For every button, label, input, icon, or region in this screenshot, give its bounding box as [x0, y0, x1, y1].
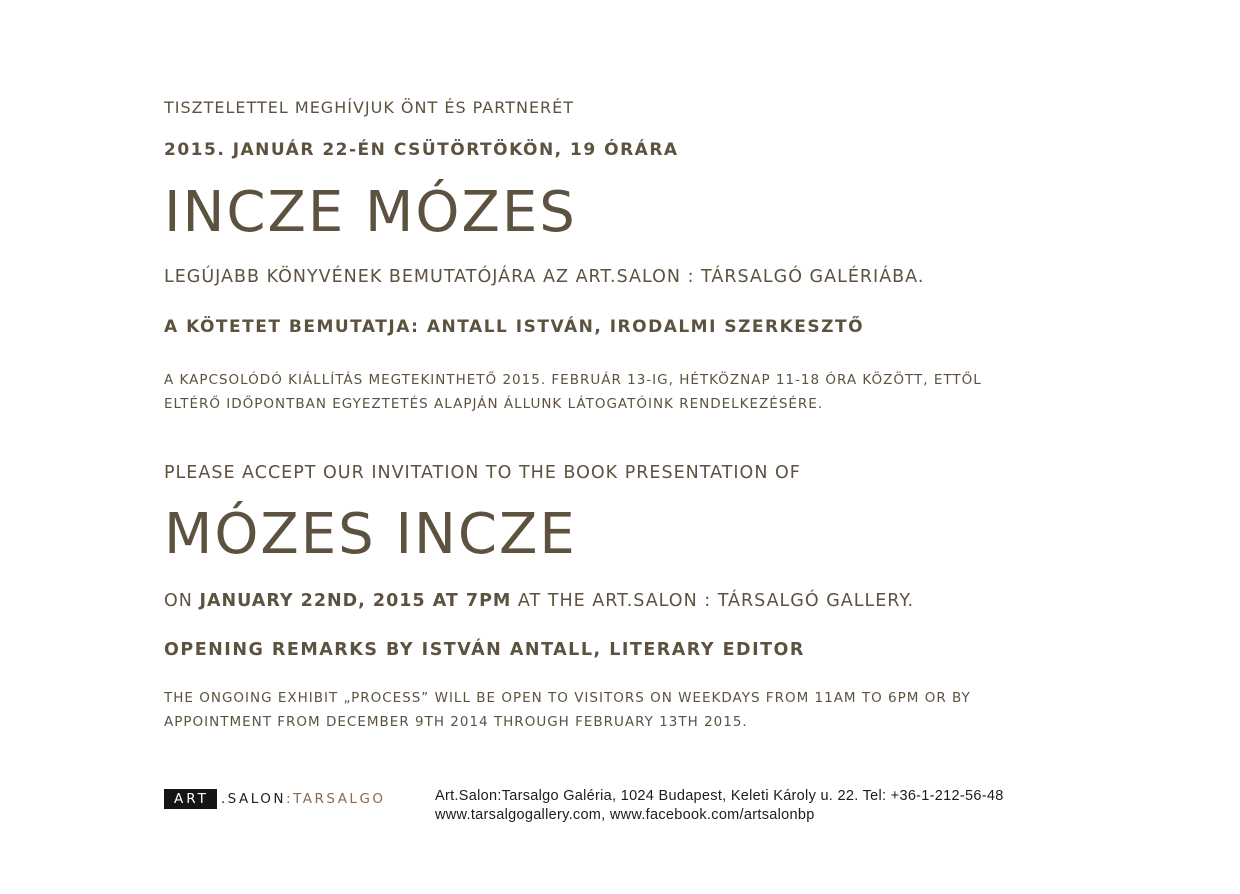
en-event-date-line [164, 591, 914, 611]
gallery-contact-info [435, 787, 1004, 825]
logo-tarsalgo-text: :TARSALGO [286, 791, 386, 807]
gallery-address: Art.Salon:Tarsalgo Galéria, 1024 Budapest, Keleti Károly u. 22. Tel: +36-1-212-56-48 [435, 788, 1004, 804]
hu-author-name: INCZE MÓZES [164, 180, 577, 245]
gallery-logo [164, 789, 386, 809]
hu-invitation-intro: TISZTELETTEL MEGHÍVJUK ÖNT ÉS PARTNERÉT [164, 98, 575, 117]
gallery-links[interactable]: www.tarsalgogallery.com, www.facebook.com/artsalonbp [435, 807, 815, 823]
hu-exhibit-note [164, 368, 1124, 416]
hu-exhibit-line-2: ELTÉRŐ IDŐPONTBAN EGYEZTETÉS ALAPJÁN ÁLLUNK LÁTOGATÓINK RENDELKEZÉSÉRE. [164, 396, 824, 412]
en-author-name: MÓZES INCZE [164, 502, 577, 567]
hu-presenter-line: A KÖTETET BEMUTATJA: ANTALL ISTVÁN, IRODALMI SZERKESZTŐ [164, 317, 865, 337]
hu-event-date: 2015. JANUÁR 22-ÉN CSÜTÖRTÖKÖN, 19 ÓRÁRA [164, 140, 679, 160]
logo-art-block: ART [164, 789, 217, 809]
en-opening-remarks: OPENING REMARKS BY ISTVÁN ANTALL, LITERARY EDITOR [164, 640, 805, 660]
en-exhibit-note [164, 686, 1124, 734]
en-date-suffix: AT THE ART.SALON : TÁRSALGÓ GALLERY. [511, 591, 915, 611]
hu-exhibit-line-1: A KAPCSOLÓDÓ KIÁLLÍTÁS MEGTEKINTHETŐ 2015. FEBRUÁR 13-IG, HÉTKÖZNAP 11-18 ÓRA KÖZÖTT, ETTŐL [164, 372, 982, 388]
en-exhibit-line-1: THE ONGOING EXHIBIT „PROCESS” WILL BE OPEN TO VISITORS ON WEEKDAYS FROM 11AM TO 6PM OR BY [164, 690, 971, 706]
en-invitation-intro: PLEASE ACCEPT OUR INVITATION TO THE BOOK PRESENTATION OF [164, 463, 801, 483]
logo-salon-text: .SALON [220, 791, 287, 807]
hu-book-presentation-line: LEGÚJABB KÖNYVÉNEK BEMUTATÓJÁRA AZ ART.SALON : TÁRSALGÓ GALÉRIÁBA. [164, 267, 925, 287]
en-date-bold: JANUARY 22ND, 2015 AT 7PM [199, 591, 512, 611]
en-exhibit-line-2: APPOINTMENT FROM DECEMBER 9TH 2014 THROUGH FEBRUARY 13TH 2015. [164, 714, 748, 730]
en-date-prefix: ON [164, 591, 200, 611]
